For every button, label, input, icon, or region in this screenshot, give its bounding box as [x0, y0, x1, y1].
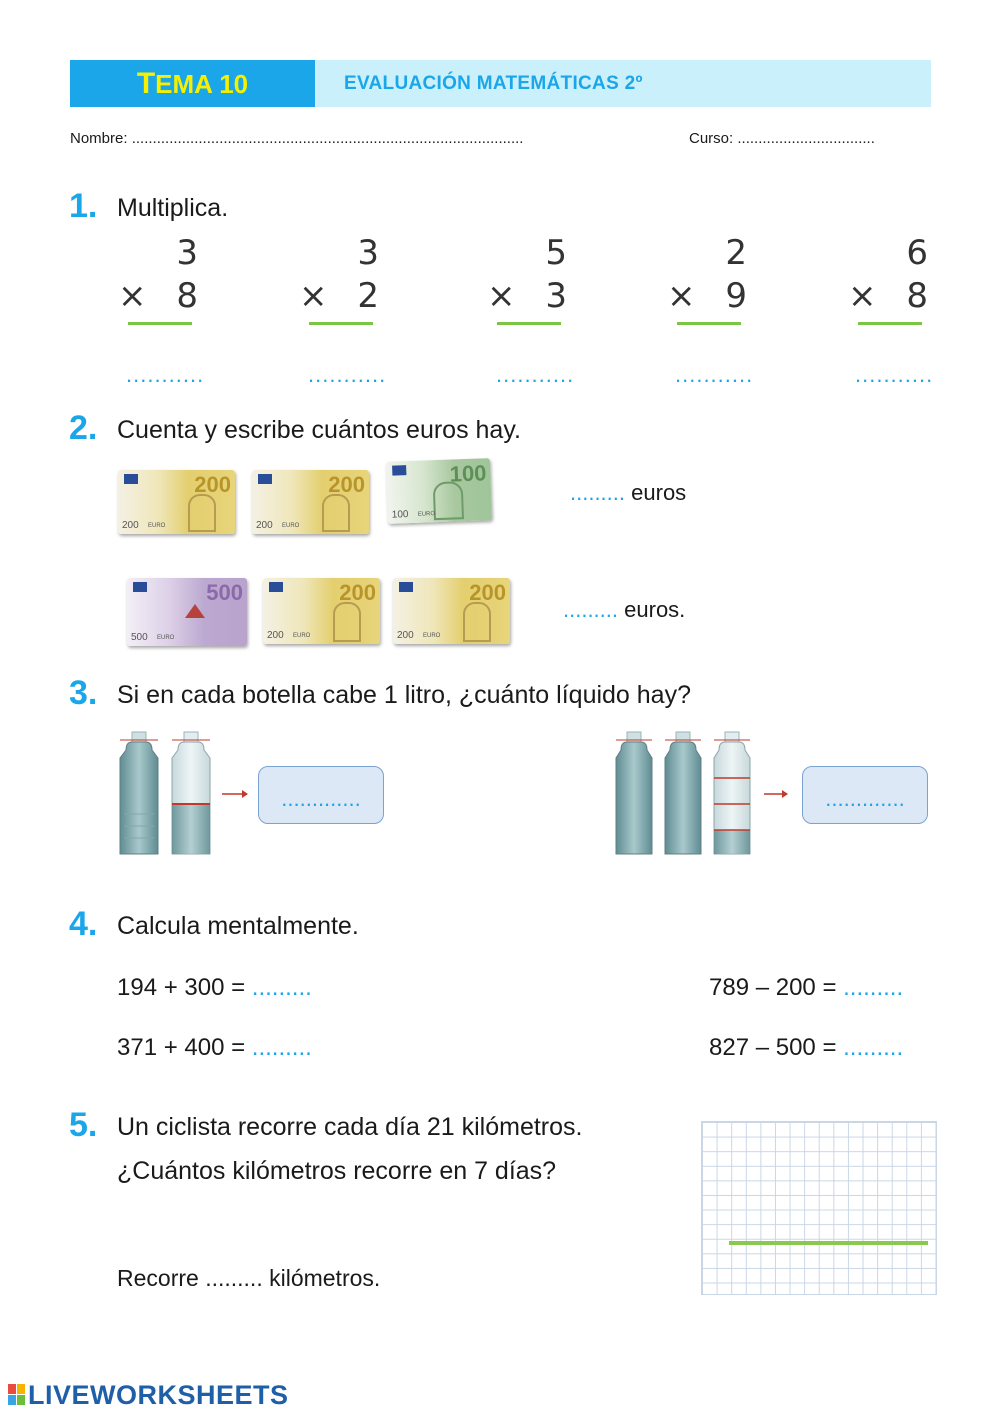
factor-bottom: 8 — [906, 276, 928, 316]
banknote-200 — [252, 470, 369, 534]
course-row — [689, 130, 875, 147]
answer-field-5[interactable]: ........... — [855, 362, 934, 387]
arrow-icon — [222, 790, 248, 798]
eu-flag-icon — [133, 582, 147, 592]
arch-icon — [322, 494, 350, 532]
liveworksheets-logo-icon — [8, 1384, 26, 1406]
banknote-corner-value: 500 — [131, 632, 148, 643]
euros-answer-row-1 — [570, 480, 686, 506]
euros-answer-row-2 — [563, 597, 685, 623]
result-line — [128, 322, 192, 325]
answer-field-4[interactable]: ........... — [675, 362, 754, 387]
question-text-5-line-1: Un ciclista recorre cada día 21 kilómetros. — [117, 1113, 583, 1141]
result-line — [677, 322, 741, 325]
factor-bottom: 3 — [545, 276, 567, 316]
euros-unit-2: euros. — [624, 597, 686, 622]
banknote-euro-label: EURO — [417, 511, 436, 518]
banknote-value: 200 — [339, 580, 376, 605]
liquid-answer-box-2[interactable]: ............. — [802, 766, 928, 824]
calc-answer-field[interactable]: ......... — [251, 974, 312, 1001]
result-line — [309, 322, 373, 325]
bottle-partial — [714, 732, 750, 854]
mental-calc-3 — [117, 1034, 312, 1062]
calc-expression: 194 + 300 = — [117, 974, 246, 1001]
eu-flag-icon — [124, 474, 138, 484]
distance-answer[interactable]: Recorre ......... kilómetros. — [117, 1265, 381, 1291]
bottle-partial — [172, 732, 210, 854]
multiplication-3 — [487, 233, 567, 325]
question-number-1: 1. — [69, 187, 98, 225]
question-number-2: 2. — [69, 409, 98, 447]
banknote-euro-label: EURO — [423, 633, 441, 639]
bottle-full — [665, 732, 701, 854]
banknote-corner-value: 200 — [267, 630, 284, 641]
factor-bottom: 9 — [725, 276, 747, 316]
banknote-100 — [386, 458, 492, 524]
name-row — [70, 130, 523, 147]
mental-calc-4 — [709, 1034, 903, 1062]
result-line — [858, 322, 922, 325]
multiplication-1 — [118, 233, 198, 325]
times-sign: × — [667, 276, 696, 316]
question-number-5: 5. — [69, 1106, 98, 1144]
calc-answer-field[interactable]: ......... — [843, 1034, 904, 1061]
factor-top: 6 — [906, 233, 928, 273]
euros-field-1[interactable]: ......... — [570, 480, 626, 505]
banknote-200 — [263, 578, 380, 644]
question-number-4: 4. — [69, 905, 98, 943]
tema-label — [70, 60, 315, 107]
banknote-value: 200 — [328, 472, 365, 497]
tema-rest: EMA 10 — [155, 69, 249, 99]
question-text-2: Cuenta y escribe cuántos euros hay. — [117, 416, 521, 444]
answer-field-1[interactable]: ........... — [126, 362, 205, 387]
course-field[interactable]: ................................. — [737, 130, 875, 147]
working-grid[interactable] — [701, 1121, 937, 1295]
question-number-3: 3. — [69, 674, 98, 712]
euros-unit-1: euros — [631, 480, 687, 505]
arch-icon — [433, 481, 464, 520]
factor-top: 5 — [545, 233, 567, 273]
answer-field-3[interactable]: ........... — [496, 362, 575, 387]
course-label: Curso: — [689, 130, 734, 147]
banknote-corner-value: 200 — [397, 630, 414, 641]
question-text-4: Calcula mentalmente. — [117, 912, 359, 940]
banknote-200 — [118, 470, 235, 534]
result-line — [497, 322, 561, 325]
bottles-right-group — [612, 728, 802, 860]
banknote-euro-label: EURO — [157, 635, 175, 641]
star-icon — [185, 604, 205, 618]
liveworksheets-brand: LIVEWORKSHEETS — [28, 1380, 289, 1410]
factor-top: 3 — [357, 233, 379, 273]
multiplication-4 — [667, 233, 747, 325]
multiplication-2 — [299, 233, 379, 325]
banknote-corner-value: 100 — [391, 509, 409, 521]
banknote-value: 500 — [206, 580, 243, 605]
banknote-euro-label: EURO — [293, 633, 311, 639]
worksheet-title: EVALUACIÓN MATEMÁTICAS 2º — [344, 73, 643, 94]
arch-icon — [188, 494, 216, 532]
arrow-icon — [764, 790, 788, 798]
calc-answer-field[interactable]: ......... — [843, 974, 904, 1001]
mental-calc-1 — [117, 974, 312, 1002]
factor-top: 2 — [725, 233, 747, 273]
banknote-value: 100 — [449, 460, 487, 487]
name-field[interactable]: .............................................................................................. — [131, 130, 524, 147]
eu-flag-icon — [392, 465, 406, 475]
tema-initial: T — [136, 67, 156, 100]
banknote-euro-label: EURO — [148, 523, 166, 529]
euros-field-2[interactable]: ......... — [563, 597, 619, 622]
eu-flag-icon — [269, 582, 283, 592]
factor-top: 3 — [176, 233, 198, 273]
arch-icon — [333, 602, 361, 642]
banknote-euro-label: EURO — [282, 523, 300, 529]
arch-icon — [463, 602, 491, 642]
multiplication-5 — [848, 233, 928, 325]
times-sign: × — [299, 276, 328, 316]
calc-expression: 371 + 400 = — [117, 1034, 246, 1061]
eu-flag-icon — [399, 582, 413, 592]
bottle-full — [120, 732, 158, 854]
calc-expression: 827 – 500 = — [709, 1034, 837, 1061]
times-sign: × — [848, 276, 877, 316]
calc-expression: 789 – 200 = — [709, 974, 837, 1001]
banknote-corner-value: 200 — [256, 520, 273, 531]
bottle-full — [616, 732, 652, 854]
name-label: Nombre: — [70, 130, 128, 147]
factor-bottom: 8 — [176, 276, 198, 316]
banknote-value: 200 — [194, 472, 231, 497]
times-sign: × — [118, 276, 147, 316]
eu-flag-icon — [258, 474, 272, 484]
mental-calc-2 — [709, 974, 903, 1002]
banknote-value: 200 — [469, 580, 506, 605]
factor-bottom: 2 — [357, 276, 379, 316]
grid-result-line — [729, 1241, 928, 1245]
question-text-3: Si en cada botella cabe 1 litro, ¿cuánto líquido hay? — [117, 681, 691, 709]
banknote-500 — [127, 578, 247, 646]
calc-answer-field[interactable]: ......... — [251, 1034, 312, 1061]
question-text-1: Multiplica. — [117, 194, 229, 222]
banknote-corner-value: 200 — [122, 520, 139, 531]
answer-field-2[interactable]: ........... — [308, 362, 387, 387]
question-text-5-line-2: ¿Cuántos kilómetros recorre en 7 días? — [117, 1157, 557, 1185]
liquid-answer-box-1[interactable]: ............. — [258, 766, 384, 824]
banknote-200 — [393, 578, 510, 644]
times-sign: × — [487, 276, 516, 316]
